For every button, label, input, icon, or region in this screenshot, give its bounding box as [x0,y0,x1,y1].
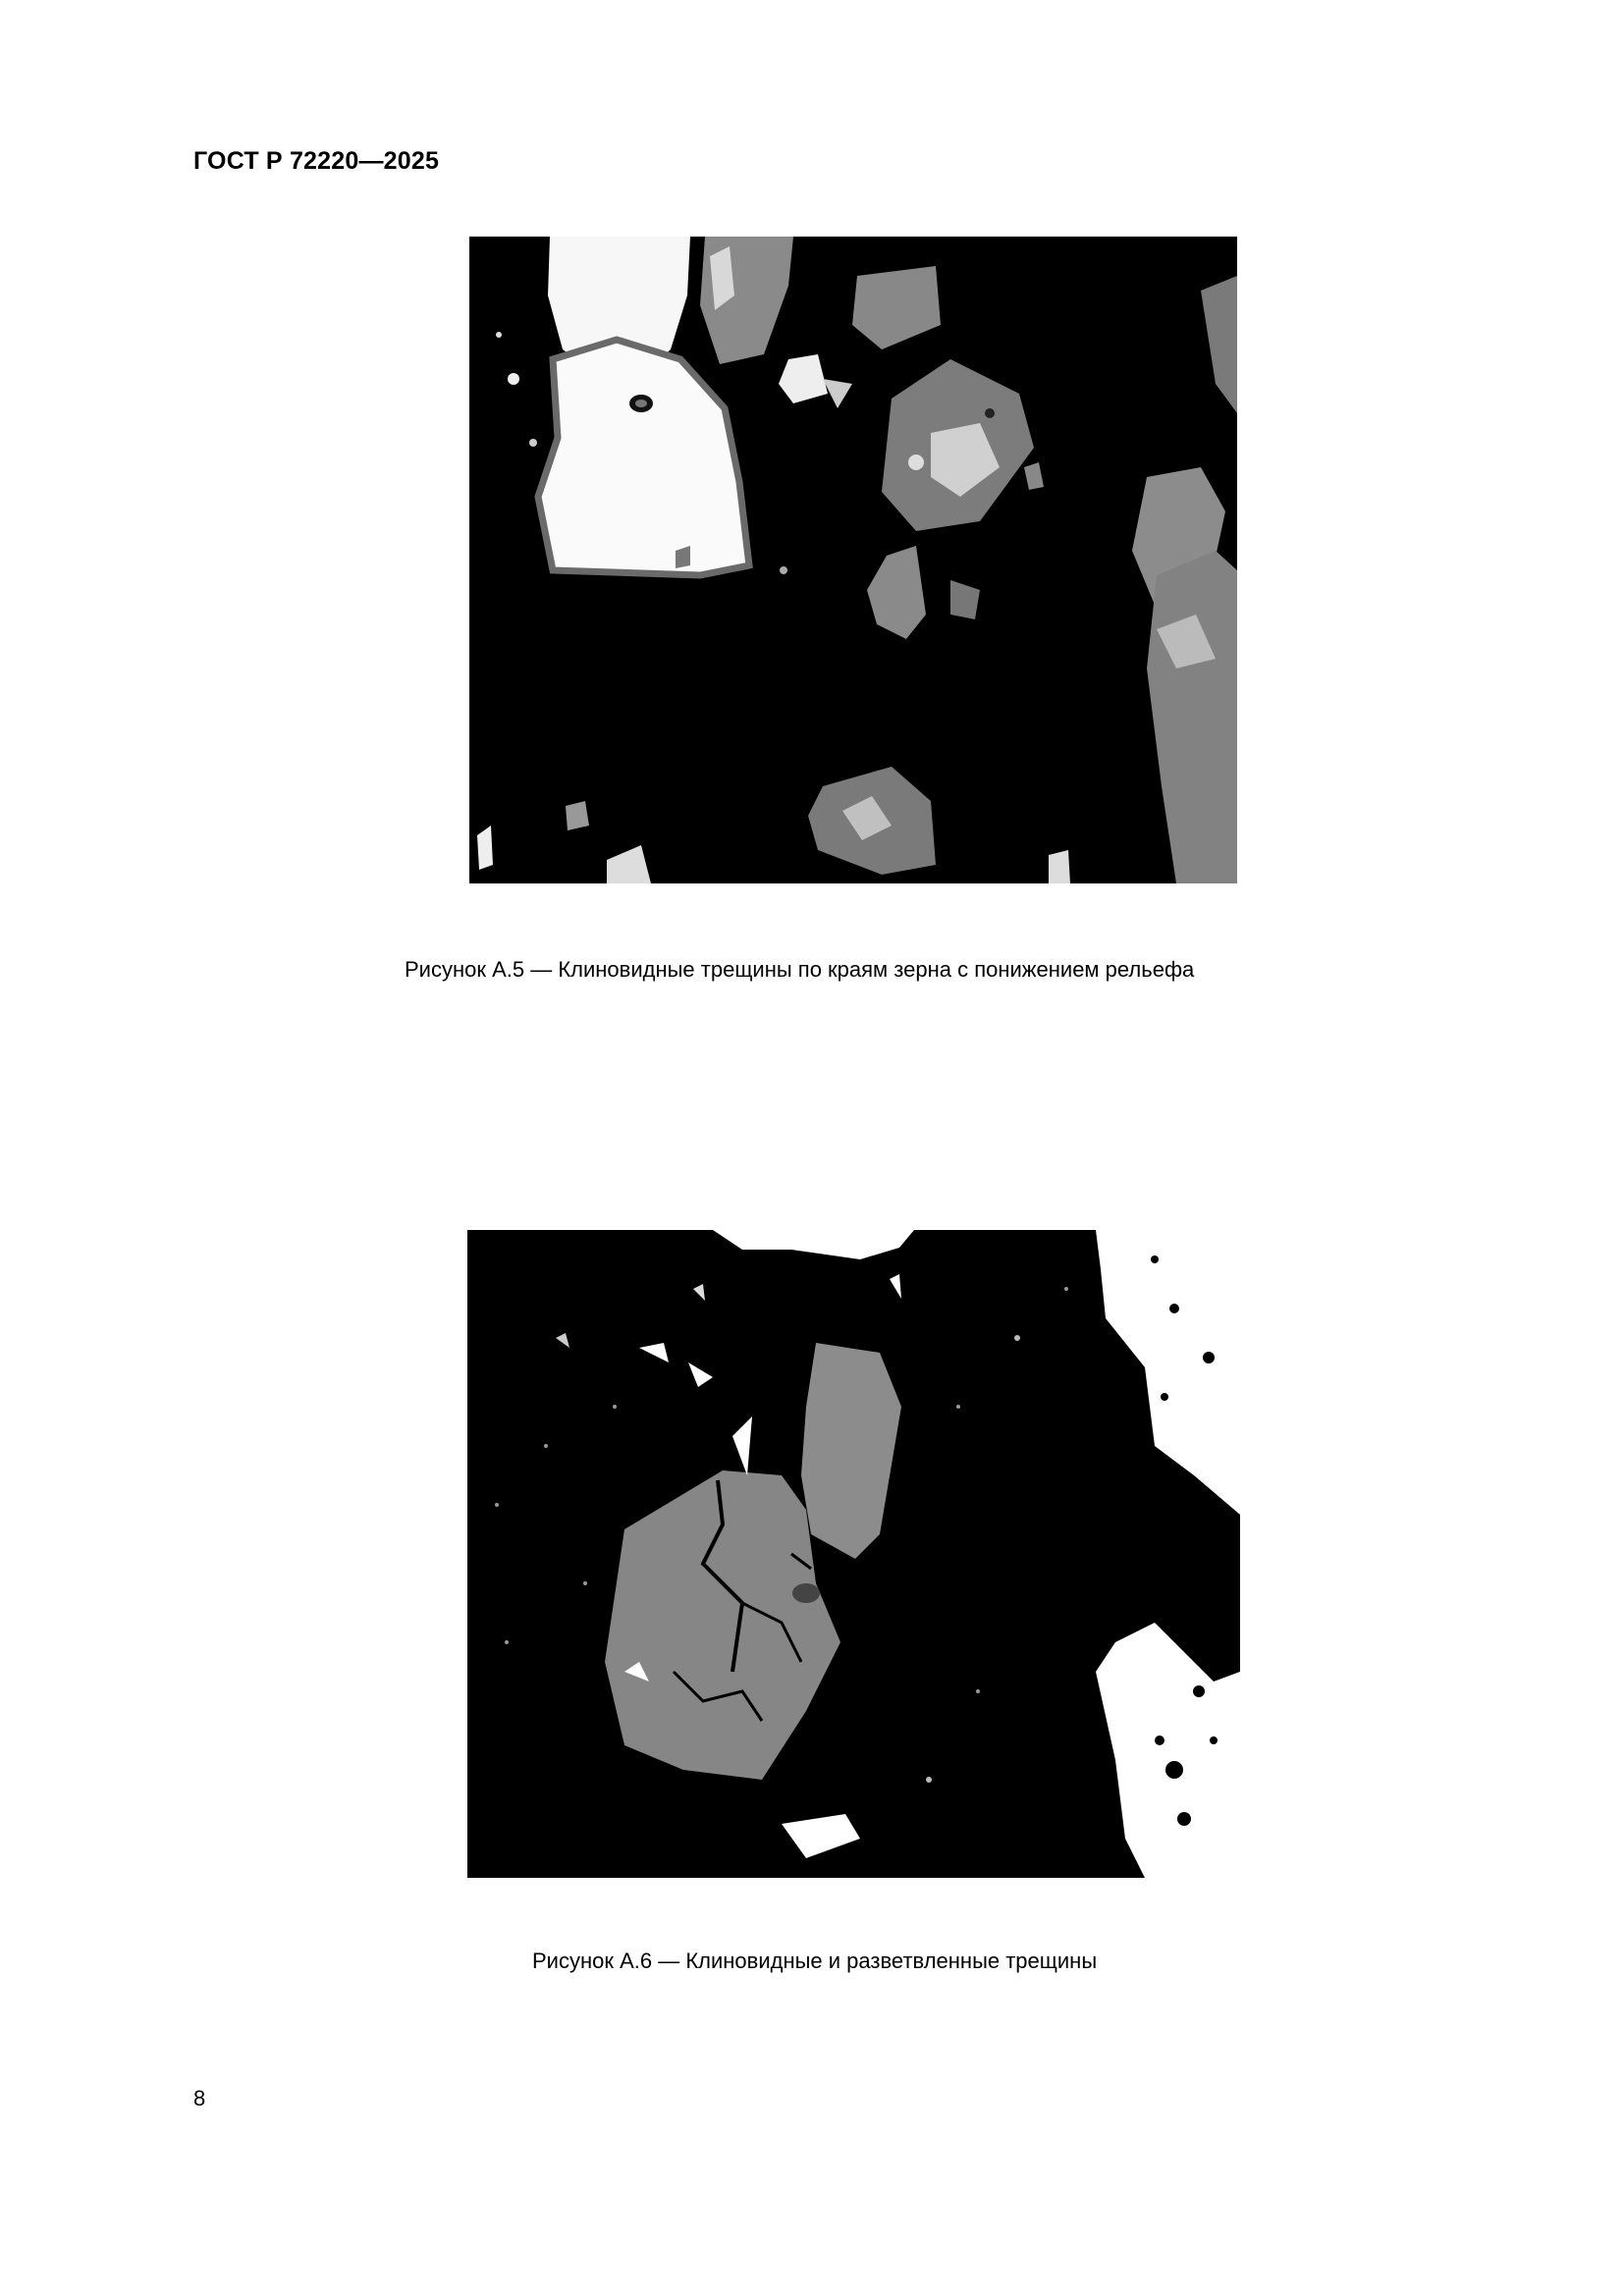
figure-a6-micrograph [467,1230,1240,1878]
figure-a5-micrograph [469,237,1237,883]
document-header: ГОСТ Р 72220—2025 [193,147,440,175]
page-number: 8 [193,2086,206,2110]
figure-a6-caption: Рисунок А.6 — Клиновидные и разветвленные трещины [532,1949,1098,1973]
figure-a5-caption: Рисунок А.5 — Клиновидные трещины по краям зерна с понижением рельефа [405,957,1195,982]
